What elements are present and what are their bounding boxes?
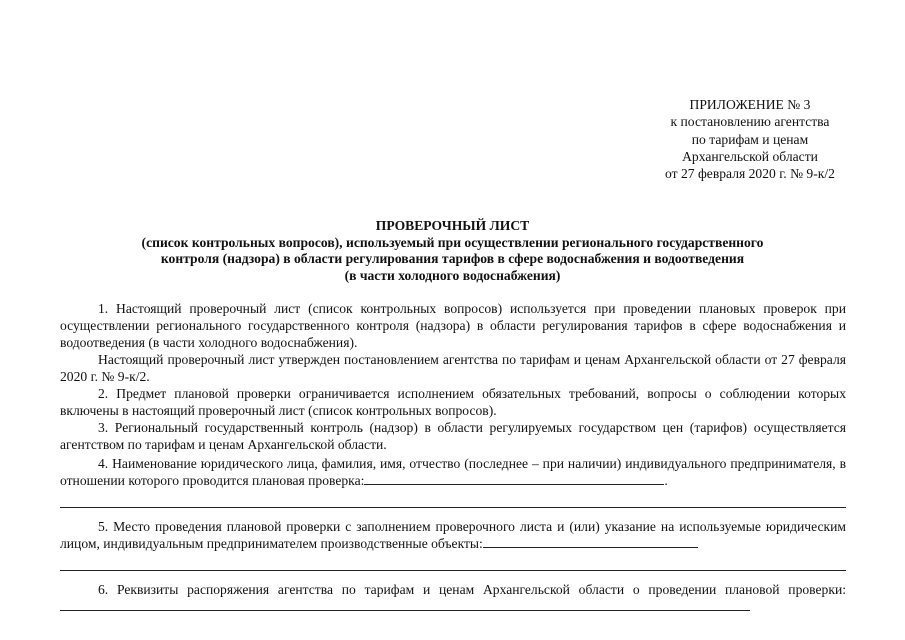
paragraph-2: 2. Предмет плановой проверки ограничивается исполнением обязательных требований, вопросы о соблюдении которых включены в настоящий проверочный лист (список контрольных вопросов).: [60, 386, 846, 418]
title-subtitle-line: (список контрольных вопросов), используемый при осуществлении регионального государственного: [141, 234, 764, 250]
appendix-ref-line: к постановлению агентства: [670, 114, 830, 130]
appendix-number: ПРИЛОЖЕНИЕ № 3: [689, 97, 811, 112]
document-body: [60, 300, 846, 615]
document-title: [60, 218, 845, 284]
paragraph-5: [60, 518, 846, 552]
title-subtitle-line: контроля (надзора) в области регулирования тарифов в сфере водоснабжения и водоотведения: [160, 251, 745, 266]
title-main: ПРОВЕРОЧНЫЙ ЛИСТ: [375, 218, 530, 233]
fill-line-entity-name-continued[interactable]: [60, 491, 846, 508]
fill-line-inspection-place[interactable]: [483, 535, 698, 548]
paragraph-3: 3. Региональный государственный контроль (надзор) в области регулируемых государством цен (тарифов) осуществляется агентством по тарифам и ценам Архангельской области.: [60, 420, 846, 452]
appendix-date: от 27 февраля 2020 г. № 9-к/2: [665, 166, 835, 182]
paragraph-4: [60, 455, 846, 489]
title-subtitle-line: (в части холодного водоснабжения): [344, 267, 561, 283]
appendix-ref-line: Архангельской области: [682, 148, 818, 164]
paragraph-1: 1. Настоящий проверочный лист (список контрольных вопросов) используется при проведении плановых проверок при осуществлении регионального государственного контроля (надзора) в области регулирования тарифов в сфере водоснабжения и водоотведения (в части холодного водоснабжения).: [60, 301, 846, 350]
paragraph-4-text: 4. Наименование юридического лица, фамилия, имя, отчество (последнее – при наличии) индивидуального предпринимателя, в отношении которого проводится плановая проверка:: [60, 456, 846, 488]
paragraph-6: [60, 581, 846, 615]
paragraph-5-text: 5. Место проведения плановой проверки с заполнением проверочного листа и (или) указание на используемые юридическим лицом, индивидуальным предпринимателем производственные объекты:: [60, 519, 846, 551]
paragraph-4-period: .: [664, 473, 668, 488]
appendix-header: [600, 96, 900, 182]
fill-line-order-details[interactable]: [60, 598, 750, 611]
paragraph-1-approval: Настоящий проверочный лист утвержден постановлением агентства по тарифам и ценам Архангельской области от 27 февраля 2020 г. № 9-к/2.: [60, 352, 846, 384]
paragraph-6-text: 6. Реквизиты распоряжения агентства по тарифам и ценам Архангельской области о проведении плановой проверки:: [98, 582, 846, 597]
appendix-ref-line: по тарифам и ценам: [691, 131, 809, 147]
fill-line-entity-name[interactable]: [364, 472, 664, 485]
fill-line-inspection-place-continued[interactable]: [60, 554, 846, 571]
